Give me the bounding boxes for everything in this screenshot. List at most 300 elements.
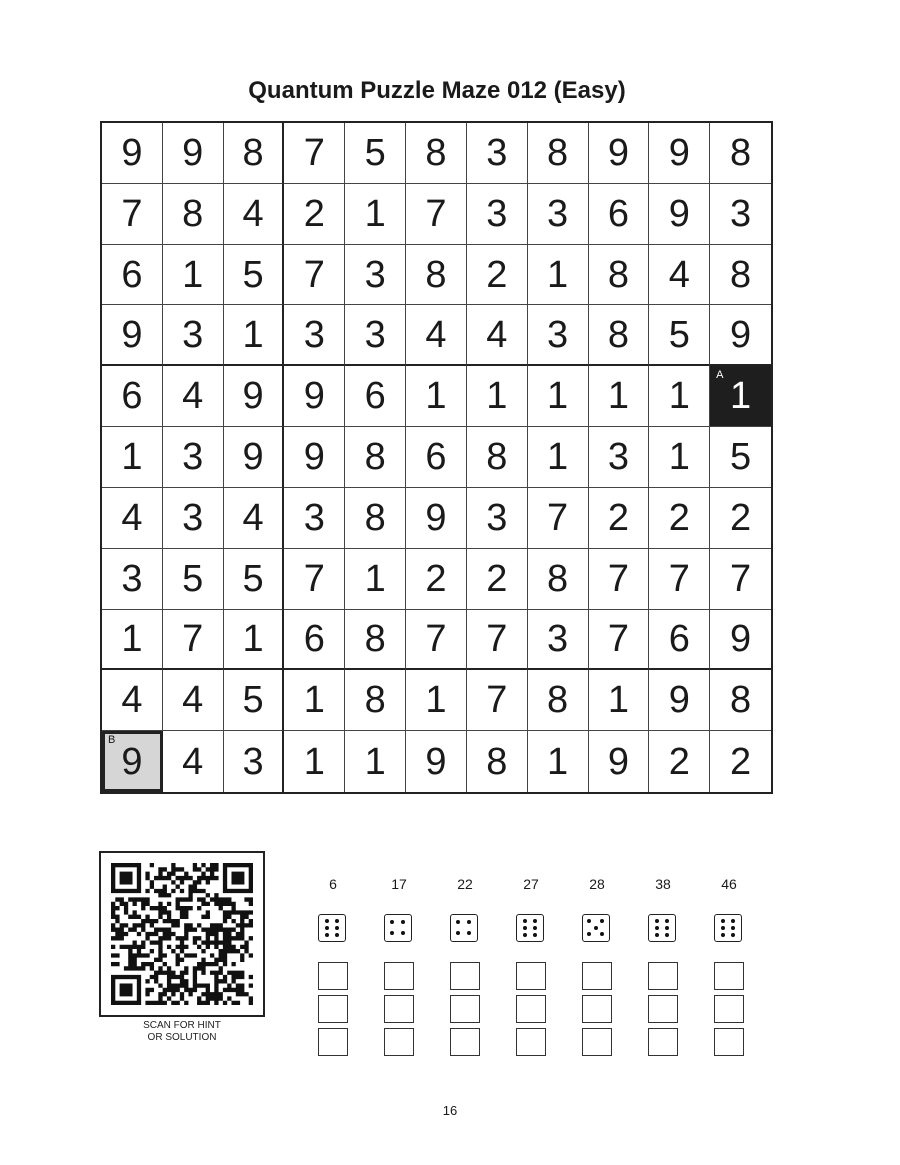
grid-cell[interactable] xyxy=(528,670,589,731)
cell-number: 1 xyxy=(607,679,630,722)
grid-cell[interactable] xyxy=(710,731,771,792)
cell-number: 1 xyxy=(730,375,752,418)
grid-cell[interactable] xyxy=(710,123,771,184)
cell-number: 1 xyxy=(364,557,386,600)
cell-number: 9 xyxy=(668,679,690,722)
cell-number: 3 xyxy=(486,496,508,539)
grid-cell[interactable] xyxy=(467,305,528,366)
end-marker: B xyxy=(108,734,116,747)
grid-cell[interactable] xyxy=(345,488,406,549)
grid-cell[interactable] xyxy=(163,305,224,366)
cell-number: 3 xyxy=(303,496,325,539)
die-label: 22 xyxy=(457,876,473,892)
cell-number: 7 xyxy=(303,131,325,174)
cell-number: 8 xyxy=(425,131,447,174)
die-pip xyxy=(390,931,394,935)
cell-number: 7 xyxy=(486,617,508,660)
cell-number: 7 xyxy=(425,192,447,235)
end-cell[interactable] xyxy=(102,731,163,792)
grid-cell[interactable] xyxy=(406,184,467,245)
cell-number: 1 xyxy=(668,375,690,418)
cell-number: 8 xyxy=(486,435,508,478)
cell-number: 1 xyxy=(121,435,143,478)
grid-cell[interactable] xyxy=(345,366,406,427)
cell-number: 9 xyxy=(242,375,264,418)
grid-cell[interactable] xyxy=(467,427,528,488)
grid-cell[interactable] xyxy=(406,610,467,671)
die-pip xyxy=(731,919,735,923)
cell-number: 1 xyxy=(607,375,630,418)
grid-cell[interactable] xyxy=(528,610,589,671)
cell-number: 4 xyxy=(242,192,264,235)
grid-cell[interactable] xyxy=(710,184,771,245)
grid-cell[interactable] xyxy=(649,731,710,792)
cell-number: 8 xyxy=(607,253,630,296)
die-pip xyxy=(533,919,537,923)
grid-cell[interactable] xyxy=(102,670,163,731)
cell-number: 2 xyxy=(730,740,752,783)
cell-number: 1 xyxy=(547,740,569,783)
cell-number: 1 xyxy=(425,679,447,722)
die-pip xyxy=(533,933,537,937)
grid-cell[interactable] xyxy=(710,245,771,306)
cell-number: 5 xyxy=(668,313,690,356)
puzzle-title: Quantum Puzzle Maze 012 (Easy) xyxy=(248,77,626,104)
cell-number: 3 xyxy=(547,617,569,660)
cell-number: 4 xyxy=(182,375,204,418)
grid-cell[interactable] xyxy=(163,488,224,549)
grid-cell[interactable] xyxy=(589,245,650,306)
cell-number: 2 xyxy=(668,740,690,783)
grid-cell[interactable] xyxy=(345,670,406,731)
cell-number: 5 xyxy=(182,557,204,600)
grid-cell[interactable] xyxy=(163,670,224,731)
answer-box[interactable] xyxy=(714,962,744,990)
answer-box[interactable] xyxy=(384,995,414,1023)
die-pip xyxy=(523,933,527,937)
grid-cell[interactable] xyxy=(102,549,163,610)
grid-cell[interactable] xyxy=(163,366,224,427)
cell-number: 5 xyxy=(242,557,264,600)
cell-number: 5 xyxy=(242,253,264,296)
cell-number: 1 xyxy=(303,679,325,722)
grid-cell[interactable] xyxy=(284,366,345,427)
grid-cell[interactable] xyxy=(406,245,467,306)
answer-box[interactable] xyxy=(714,995,744,1023)
grid-cell[interactable] xyxy=(589,549,650,610)
cell-number: 9 xyxy=(607,740,630,783)
die-pip xyxy=(665,926,669,930)
grid-cell[interactable] xyxy=(102,184,163,245)
die-pip xyxy=(587,919,591,923)
die-pip xyxy=(325,919,329,923)
grid-cell[interactable] xyxy=(528,731,589,792)
die-pip xyxy=(401,920,405,924)
grid-cell[interactable] xyxy=(467,670,528,731)
grid-cell[interactable] xyxy=(467,488,528,549)
die-pip xyxy=(731,933,735,937)
grid-cell[interactable] xyxy=(224,731,285,792)
die-pip xyxy=(467,931,471,935)
cell-number: 8 xyxy=(547,557,569,600)
cell-number: 9 xyxy=(303,375,325,418)
grid-cell[interactable] xyxy=(710,610,771,671)
cell-number: 3 xyxy=(547,313,569,356)
grid-cell[interactable] xyxy=(284,305,345,366)
cell-number: 7 xyxy=(607,617,630,660)
grid-cell[interactable] xyxy=(406,366,467,427)
grid-cell[interactable] xyxy=(406,549,467,610)
grid-cell[interactable] xyxy=(284,670,345,731)
grid-cell[interactable] xyxy=(528,427,589,488)
answer-box[interactable] xyxy=(582,995,612,1023)
answer-box[interactable] xyxy=(318,962,348,990)
grid-cell[interactable] xyxy=(284,184,345,245)
cell-number: 6 xyxy=(364,375,386,418)
answer-box[interactable] xyxy=(648,962,678,990)
grid-cell[interactable] xyxy=(528,549,589,610)
cell-number: 9 xyxy=(607,131,630,174)
qr-code-pattern xyxy=(111,863,253,1005)
grid-cell[interactable] xyxy=(649,123,710,184)
cell-number: 9 xyxy=(730,313,752,356)
cell-number: 8 xyxy=(730,131,752,174)
cell-number: 3 xyxy=(182,313,204,356)
grid-cell[interactable] xyxy=(467,123,528,184)
grid-cell[interactable] xyxy=(406,305,467,366)
grid-cell[interactable] xyxy=(649,488,710,549)
grid-cell[interactable] xyxy=(528,184,589,245)
start-marker: A xyxy=(716,369,724,382)
grid-cell[interactable] xyxy=(467,184,528,245)
qr-caption-line-2: OR SOLUTION xyxy=(147,1032,217,1043)
cell-number: 9 xyxy=(242,435,264,478)
grid-cell[interactable] xyxy=(102,123,163,184)
grid-cell[interactable] xyxy=(406,670,467,731)
start-cell[interactable] xyxy=(710,366,771,427)
die-pip xyxy=(335,919,339,923)
answer-box[interactable] xyxy=(582,1028,612,1056)
cell-number: 2 xyxy=(486,253,508,296)
die-pip xyxy=(390,920,394,924)
cell-number: 3 xyxy=(730,192,752,235)
die-pip xyxy=(655,933,659,937)
cell-number: 5 xyxy=(730,435,752,478)
grid-cell[interactable] xyxy=(589,731,650,792)
answer-box[interactable] xyxy=(450,962,480,990)
grid-cell[interactable] xyxy=(710,670,771,731)
answer-box[interactable] xyxy=(516,995,546,1023)
die-pip xyxy=(655,919,659,923)
grid-cell[interactable] xyxy=(589,488,650,549)
die-label: 46 xyxy=(721,876,737,892)
grid-cell[interactable] xyxy=(284,123,345,184)
grid-cell[interactable] xyxy=(163,184,224,245)
die-pip xyxy=(600,932,604,936)
cell-number: 9 xyxy=(730,617,752,660)
cell-number: 4 xyxy=(668,253,690,296)
cell-number: 1 xyxy=(364,740,386,783)
cell-number: 2 xyxy=(486,557,508,600)
answer-box[interactable] xyxy=(582,962,612,990)
grid-cell[interactable] xyxy=(224,305,285,366)
grid-cell[interactable] xyxy=(589,305,650,366)
cell-number: 2 xyxy=(425,557,447,600)
die-pip xyxy=(731,926,735,930)
die-pip xyxy=(600,919,604,923)
cell-number: 6 xyxy=(668,617,690,660)
cell-number: 9 xyxy=(121,740,143,783)
die-pip xyxy=(594,926,598,930)
cell-number: 8 xyxy=(425,253,447,296)
cell-number: 3 xyxy=(182,435,204,478)
cell-number: 1 xyxy=(121,617,143,660)
cell-number: 3 xyxy=(486,131,508,174)
cell-number: 3 xyxy=(607,435,630,478)
grid-cell[interactable] xyxy=(163,427,224,488)
grid-cell[interactable] xyxy=(467,366,528,427)
grid-cell[interactable] xyxy=(345,305,406,366)
cell-number: 8 xyxy=(364,496,386,539)
grid-cell[interactable] xyxy=(649,610,710,671)
cell-number: 4 xyxy=(182,679,204,722)
answer-box[interactable] xyxy=(516,1028,546,1056)
die-icon xyxy=(648,914,676,942)
die-pip xyxy=(325,933,329,937)
qr-caption-line-1: SCAN FOR HINT xyxy=(143,1020,221,1031)
grid-cell[interactable] xyxy=(649,366,710,427)
answer-box[interactable] xyxy=(384,1028,414,1056)
answer-box[interactable] xyxy=(318,995,348,1023)
grid-cell[interactable] xyxy=(224,549,285,610)
die-label: 6 xyxy=(329,876,337,892)
grid-cell[interactable] xyxy=(406,488,467,549)
maze-grid xyxy=(100,121,773,794)
answer-box[interactable] xyxy=(648,995,678,1023)
grid-cell[interactable] xyxy=(649,305,710,366)
die-icon xyxy=(516,914,544,942)
answer-box[interactable] xyxy=(450,1028,480,1056)
cell-number: 7 xyxy=(121,192,143,235)
grid-cell[interactable] xyxy=(163,731,224,792)
cell-number: 9 xyxy=(303,435,325,478)
grid-cell[interactable] xyxy=(710,427,771,488)
die-icon xyxy=(318,914,346,942)
die-icon xyxy=(450,914,478,942)
answer-box[interactable] xyxy=(384,962,414,990)
cell-number: 8 xyxy=(182,192,204,235)
grid-cell[interactable] xyxy=(467,549,528,610)
cell-number: 9 xyxy=(425,740,447,783)
cell-number: 1 xyxy=(547,253,569,296)
die-pip xyxy=(533,926,537,930)
grid-cell[interactable] xyxy=(589,366,650,427)
grid-cell[interactable] xyxy=(102,427,163,488)
grid-cell[interactable] xyxy=(345,184,406,245)
cell-number: 7 xyxy=(303,557,325,600)
grid-cell[interactable] xyxy=(284,610,345,671)
cell-number: 1 xyxy=(547,435,569,478)
grid-cell[interactable] xyxy=(649,670,710,731)
die-pip xyxy=(467,920,471,924)
grid-cell[interactable] xyxy=(528,245,589,306)
grid-cell[interactable] xyxy=(345,549,406,610)
die-pip xyxy=(325,926,329,930)
cell-number: 8 xyxy=(730,679,752,722)
cell-number: 5 xyxy=(364,131,386,174)
cell-number: 5 xyxy=(242,679,264,722)
cell-number: 7 xyxy=(486,679,508,722)
cell-number: 9 xyxy=(425,496,447,539)
cell-number: 4 xyxy=(182,740,204,783)
die-pip xyxy=(587,932,591,936)
answer-box[interactable] xyxy=(648,1028,678,1056)
cell-number: 7 xyxy=(730,557,752,600)
qr-caption xyxy=(99,1020,265,1044)
cell-number: 1 xyxy=(182,253,204,296)
grid-cell[interactable] xyxy=(345,427,406,488)
grid-cell[interactable] xyxy=(284,245,345,306)
grid-cell[interactable] xyxy=(224,245,285,306)
cell-number: 8 xyxy=(364,617,386,660)
cell-number: 3 xyxy=(242,740,264,783)
cell-number: 3 xyxy=(303,313,325,356)
cell-number: 3 xyxy=(547,192,569,235)
cell-number: 3 xyxy=(486,192,508,235)
cell-number: 3 xyxy=(121,557,143,600)
grid-cell[interactable] xyxy=(406,123,467,184)
dice-answer-area xyxy=(300,870,770,1070)
grid-cell[interactable] xyxy=(710,305,771,366)
grid-cell[interactable] xyxy=(163,245,224,306)
grid-cell[interactable] xyxy=(102,610,163,671)
cell-number: 8 xyxy=(607,313,630,356)
grid-cell[interactable] xyxy=(710,549,771,610)
grid-cell[interactable] xyxy=(345,123,406,184)
cell-number: 8 xyxy=(730,253,752,296)
die-pip xyxy=(665,919,669,923)
cell-number: 1 xyxy=(668,435,690,478)
cell-number: 8 xyxy=(364,679,386,722)
grid-cell[interactable] xyxy=(284,488,345,549)
grid-cell[interactable] xyxy=(589,184,650,245)
grid-cell[interactable] xyxy=(345,245,406,306)
cell-number: 6 xyxy=(425,435,447,478)
grid-cell[interactable] xyxy=(528,305,589,366)
cell-number: 2 xyxy=(607,496,630,539)
grid-cell[interactable] xyxy=(710,488,771,549)
grid-cell[interactable] xyxy=(345,731,406,792)
cell-number: 6 xyxy=(303,617,325,660)
cell-number: 1 xyxy=(425,375,447,418)
cell-number: 6 xyxy=(121,375,143,418)
grid-cell[interactable] xyxy=(224,670,285,731)
grid-cell[interactable] xyxy=(102,488,163,549)
grid-cell[interactable] xyxy=(467,610,528,671)
answer-box[interactable] xyxy=(714,1028,744,1056)
cell-number: 3 xyxy=(364,253,386,296)
die-pip xyxy=(335,933,339,937)
cell-number: 2 xyxy=(730,496,752,539)
cell-number: 1 xyxy=(364,192,386,235)
die-label: 17 xyxy=(391,876,407,892)
grid-cell[interactable] xyxy=(102,366,163,427)
die-label: 38 xyxy=(655,876,671,892)
cell-number: 8 xyxy=(364,435,386,478)
die-icon xyxy=(384,914,412,942)
grid-cell[interactable] xyxy=(163,549,224,610)
cell-number: 8 xyxy=(547,679,569,722)
die-label: 28 xyxy=(589,876,605,892)
grid-cell[interactable] xyxy=(528,366,589,427)
die-pip xyxy=(665,933,669,937)
grid-cell[interactable] xyxy=(345,610,406,671)
grid-cell[interactable] xyxy=(224,610,285,671)
grid-cell[interactable] xyxy=(163,123,224,184)
cell-number: 1 xyxy=(242,617,264,660)
grid-cell[interactable] xyxy=(284,427,345,488)
die-pip xyxy=(655,926,659,930)
grid-cell[interactable] xyxy=(102,245,163,306)
cell-number: 4 xyxy=(425,313,447,356)
answer-box[interactable] xyxy=(450,995,480,1023)
grid-cell[interactable] xyxy=(163,610,224,671)
cell-number: 9 xyxy=(121,131,143,174)
grid-cell[interactable] xyxy=(649,184,710,245)
cell-number: 9 xyxy=(668,192,690,235)
grid-cell[interactable] xyxy=(589,123,650,184)
cell-number: 6 xyxy=(121,253,143,296)
grid-cell[interactable] xyxy=(528,488,589,549)
cell-number: 7 xyxy=(607,557,630,600)
die-pip xyxy=(401,931,405,935)
grid-cell[interactable] xyxy=(589,670,650,731)
cell-number: 9 xyxy=(121,313,143,356)
page-number: 16 xyxy=(442,1103,458,1118)
grid-cell[interactable] xyxy=(224,488,285,549)
answer-box[interactable] xyxy=(516,962,546,990)
grid-cell[interactable] xyxy=(224,184,285,245)
grid-cell[interactable] xyxy=(589,427,650,488)
cell-number: 3 xyxy=(182,496,204,539)
die-label: 27 xyxy=(523,876,539,892)
grid-cell[interactable] xyxy=(224,366,285,427)
grid-cell[interactable] xyxy=(102,305,163,366)
grid-cell[interactable] xyxy=(649,549,710,610)
die-pip xyxy=(523,919,527,923)
cell-number: 8 xyxy=(547,131,569,174)
grid-cell[interactable] xyxy=(467,245,528,306)
grid-cell[interactable] xyxy=(224,427,285,488)
grid-cell[interactable] xyxy=(224,123,285,184)
die-icon xyxy=(714,914,742,942)
grid-cell[interactable] xyxy=(406,731,467,792)
grid-cell[interactable] xyxy=(467,731,528,792)
grid-cell[interactable] xyxy=(528,123,589,184)
cell-number: 4 xyxy=(242,496,264,539)
cell-number: 2 xyxy=(303,192,325,235)
grid-cell[interactable] xyxy=(649,245,710,306)
grid-cell[interactable] xyxy=(406,427,467,488)
answer-box[interactable] xyxy=(318,1028,348,1056)
grid-cell[interactable] xyxy=(284,731,345,792)
qr-code[interactable] xyxy=(99,851,265,1017)
grid-cell[interactable] xyxy=(589,610,650,671)
cell-number: 2 xyxy=(668,496,690,539)
cell-number: 4 xyxy=(121,496,143,539)
grid-cell[interactable] xyxy=(284,549,345,610)
grid-cell[interactable] xyxy=(649,427,710,488)
